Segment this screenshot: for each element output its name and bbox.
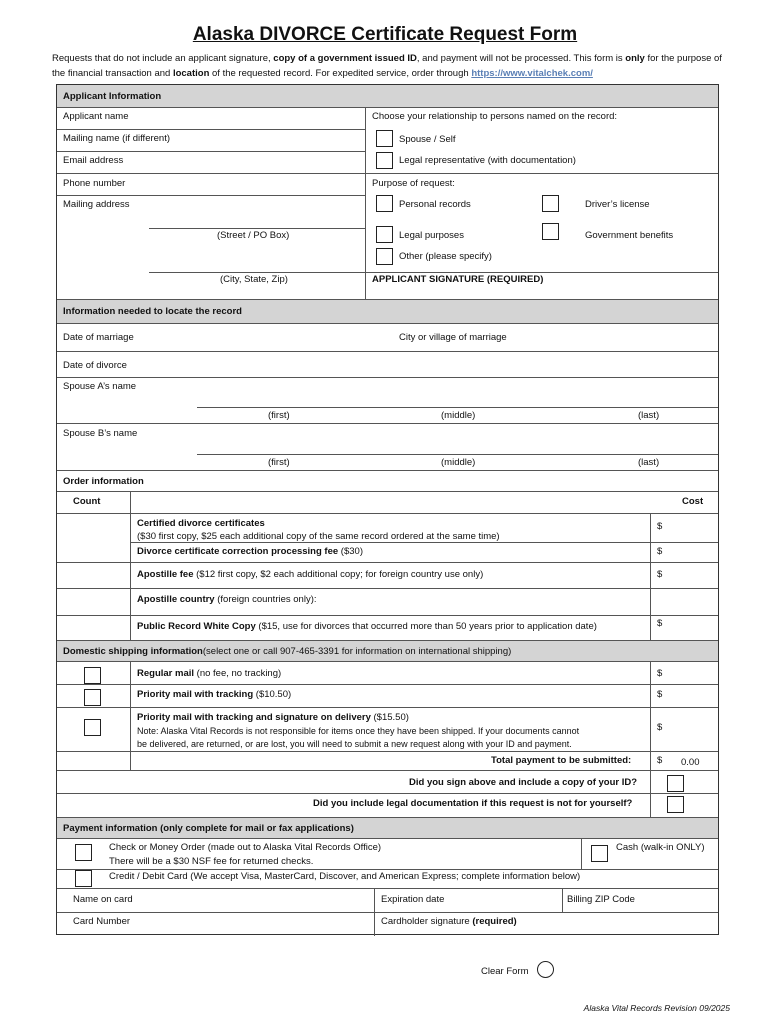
city-marriage-label: City or village of marriage [399,332,507,343]
apostille-fee: Apostille fee ($12 first copy, $2 each additional copy; for foreign country use only) [137,569,484,580]
white-copy-cost: $ [657,618,663,629]
shipping-section-header: Domestic shipping information (select one or call 907-465-3391 for information on international shipping) [57,640,718,662]
cost-header: Cost [682,496,704,507]
personal-records-label: Personal records [399,199,471,210]
clear-form-label[interactable]: Clear Form [481,966,529,977]
spouse-self-checkbox[interactable] [376,130,393,147]
legal-purposes-label: Legal purposes [399,230,464,241]
request-form [56,84,719,935]
shipping-note-1: Note: Alaska Vital Records is not responsible for items once they have been shipped. If your documents cannot [137,726,580,736]
legal-purposes-checkbox[interactable] [376,226,393,243]
spouse-a-first: (first) [268,410,290,421]
count-header: Count [73,496,101,507]
total-dollar: $ [657,755,663,766]
locate-section-header: Information needed to locate the record [57,299,718,324]
priority-signature-label: Priority mail with tracking and signature on delivery ($15.50) [137,712,409,723]
applicant-signature-label: APPLICANT SIGNATURE (REQUIRED) [372,274,544,285]
correction-cost: $ [657,546,663,557]
cert-cost: $ [657,521,663,532]
spouse-self-label: Spouse / Self [399,134,456,145]
date-marriage-label: Date of marriage [63,332,134,343]
legal-doc-checkbox[interactable] [667,796,684,813]
apostille-country: Apostille country (foreign countries only): [137,594,317,605]
relationship-label: Choose your relationship to persons named on the record: [372,111,618,122]
mailing-name-label: Mailing name (if different) [63,133,171,144]
spouse-a-last: (last) [638,410,660,421]
spouse-b-middle: (middle) [441,457,476,468]
legal-rep-label: Legal representative (with documentation) [399,155,576,166]
legal-doc-question: Did you include legal documentation if this request is not for yourself? [313,798,633,809]
card-label: Credit / Debit Card (We accept Visa, MasterCard, Discover, and American Express; complete information below) [109,871,581,882]
check-label: Check or Money Order (made out to Alaska Vital Records Office) [109,842,382,853]
apostille-cost: $ [657,569,663,580]
payment-section-header: Payment information (only complete for mail or fax applications) [57,817,718,839]
spouse-b-label: Spouse B’s name [63,428,138,439]
mailing-address-label: Mailing address [63,199,130,210]
clear-form-button[interactable] [537,961,554,978]
legal-rep-checkbox[interactable] [376,152,393,169]
revision-footer: Alaska Vital Records Revision 09/2025 [583,1003,730,1013]
intro-text: Requests that do not include an applicant signature, copy of a government issued ID, and payment will not be processed. This form is only for the purpose of the financial transaction and location of the requested record. For expedited service, order through https://www.vitalchek.com/ [52,53,722,79]
applicant-section-header: Applicant Information [57,85,718,108]
applicant-name-label: Applicant name [63,111,129,122]
card-checkbox[interactable] [75,870,92,887]
signed-question: Did you sign above and include a copy of your ID? [409,777,638,788]
name-on-card-label: Name on card [73,894,133,905]
personal-records-checkbox[interactable] [376,195,393,212]
email-label: Email address [63,155,124,166]
priority-signature-cost: $ [657,722,663,733]
other-checkbox[interactable] [376,248,393,265]
total-label: Total payment to be submitted: [491,755,632,766]
regular-mail-label: Regular mail (no fee, no tracking) [137,668,282,679]
form-title: Alaska DIVORCE Certificate Request Form [192,24,578,45]
drivers-license-checkbox[interactable] [542,195,559,212]
order-section-header: Order information [57,470,718,492]
gov-benefits-checkbox[interactable] [542,223,559,240]
billing-zip-label: Billing ZIP Code [567,894,635,905]
regular-cost: $ [657,668,663,679]
check-checkbox[interactable] [75,844,92,861]
signed-checkbox[interactable] [667,775,684,792]
cert-title: Certified divorce certificates [137,518,265,529]
spouse-b-first: (first) [268,457,290,468]
total-value[interactable]: 0.00 [681,757,700,768]
card-number-label: Card Number [73,916,131,927]
street-caption: (Street / PO Box) [217,230,290,241]
phone-label: Phone number [63,178,126,189]
spouse-a-middle: (middle) [441,410,476,421]
cash-label: Cash (walk-in ONLY) [616,842,705,853]
nsf-note: There will be a $30 NSF fee for returned checks. [109,856,314,867]
priority-signature-checkbox[interactable] [84,719,101,736]
purpose-label: Purpose of request: [372,178,455,189]
regular-mail-checkbox[interactable] [84,667,101,684]
cert-note: ($30 first copy, $25 each additional copy of the same record ordered at the same time) [137,531,500,542]
city-caption: (City, State, Zip) [220,274,288,285]
white-copy: Public Record White Copy ($15, use for divorces that occurred more than 50 years prior to application date) [137,621,597,632]
spouse-a-label: Spouse A’s name [63,381,137,392]
expiration-label: Expiration date [381,894,445,905]
date-divorce-label: Date of divorce [63,360,127,371]
spouse-b-last: (last) [638,457,660,468]
shipping-note-2: be delivered, are returned, or are lost, you will need to submit a new request along with your ID and payment. [137,739,572,749]
correction-fee: Divorce certificate correction processing fee ($30) [137,546,363,557]
cardholder-signature-label: Cardholder signature (required) [381,916,517,927]
priority-cost: $ [657,689,663,700]
drivers-license-label: Driver’s license [585,199,650,210]
priority-mail-label: Priority mail with tracking ($10.50) [137,689,292,700]
cash-checkbox[interactable] [591,845,608,862]
vitalchek-link[interactable]: https://www.vitalchek.com/ [471,68,593,79]
priority-mail-checkbox[interactable] [84,689,101,706]
other-label: Other (please specify) [399,251,492,262]
gov-benefits-label: Government benefits [585,230,674,241]
